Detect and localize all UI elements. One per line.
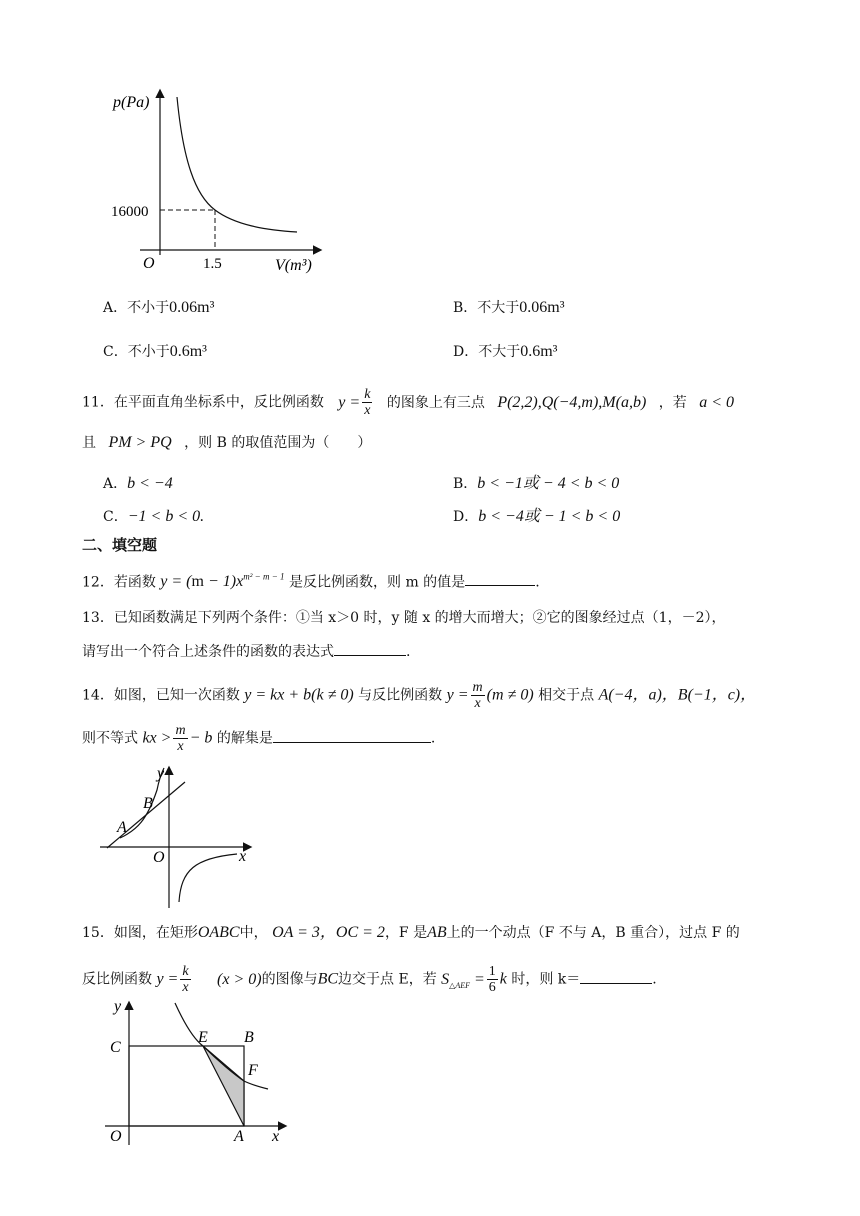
q11-option-d[interactable]: D．b < −4或 − 1 < b < 0 [453, 508, 621, 525]
q14-line1: 14．如图，已知一次函数 y = kx + b(k ≠ 0) 与反比例函数 y = $\frac{m}{x}$ (m ≠ 0) 相交于点 A(−4，a)，B(−1，c)， [82, 680, 757, 711]
q10-option-b[interactable]: B．不大于0.06m³ [453, 299, 565, 316]
label-f: F [248, 1062, 258, 1079]
label-b: B [244, 1029, 254, 1046]
origin-label: O [143, 255, 155, 272]
q10-option-c[interactable]: C．不小于0.6m³ [103, 343, 207, 360]
q12-line: 12．若函数 $y = (m - 1)x^{m^2 - m - 1}$ 是反比例函数，则 m 的值是 . [82, 572, 540, 591]
x-tick-label: 1.5 [203, 256, 222, 272]
triangle-aef [203, 1046, 244, 1126]
label-e: E [198, 1029, 208, 1046]
q10-option-c-value: 0.6m³ [169, 343, 207, 360]
y-tick-label: 16000 [111, 204, 149, 220]
q11-option-b[interactable]: B．b < −1或 − 4 < b < 0 [453, 475, 620, 492]
q14-line2: 则不等式 kx > $\frac{m}{x}$ − b 的解集是 . [82, 723, 436, 754]
q11-option-c[interactable]: C．−1 < b < 0. [103, 508, 205, 525]
label-x: x [272, 1128, 280, 1145]
pressure-volume-graph [95, 85, 345, 280]
label-a: A [117, 819, 127, 836]
q13-answer-blank[interactable] [334, 641, 406, 656]
label-y: y [114, 998, 122, 1015]
q11-line1: 11．在平面直角坐标系中，反比例函数 y = $\frac{k}{x}$ 的图象上有三点 P(2,2),Q(−4,m),M(a,b) ，若 a < 0 [82, 387, 734, 418]
q15-line2: 反比例函数 y = $\frac{k}{x}$ (x > 0)的图像与BC边交于点 E，若 $S_{\triangle AEF}$ = $\frac{1}{6}$ k 时，则 k＝ . [82, 964, 657, 995]
q11-cond2: PM > PQ [108, 434, 172, 451]
q15-graph [100, 995, 295, 1150]
q10-option-d-value: 0.6m³ [520, 343, 558, 360]
label-o: O [110, 1128, 122, 1145]
q10-option-a-value: 0.06m³ [169, 299, 215, 316]
y-axis-label: p(Pa) [113, 94, 150, 111]
label-a: A [234, 1128, 244, 1145]
q13-line1: 13．已知函数满足下列两个条件：①当 x＞0 时，y 随 x 的增大而增大；②它的图象经过点（1，－2）， [82, 610, 726, 626]
q11-option-a[interactable]: A．b < −4 [103, 475, 173, 492]
q10-option-a[interactable]: A．不小于0.06m³ [103, 299, 215, 316]
q14-point-b: B(−1，c)， [677, 686, 757, 704]
label-o: O [153, 849, 165, 866]
q14-graph [95, 760, 260, 910]
q10-option-d[interactable]: D．不大于0.6m³ [453, 343, 558, 360]
q11-cond1: a < 0 [699, 393, 734, 411]
q14-point-a: A(−4，a)， [598, 686, 678, 704]
q15-line1: 15．如图，在矩形OABC中， OA = 3，OC = 2，F 是AB上的一个动点（F 不与 A，B 重合），过点 F 的 [82, 924, 740, 941]
q14-answer-blank[interactable] [273, 728, 431, 743]
x-axis-label: V(m³) [275, 257, 312, 274]
q11-line2: 且 PM > PQ ，则 B 的取值范围为（ ） [82, 434, 372, 451]
section-title: 二、填空题 [82, 536, 158, 554]
label-b: B [143, 795, 153, 812]
q13-line2: 请写出一个符合上述条件的函数的表达式 . [82, 641, 410, 662]
inverse-curve [177, 97, 297, 232]
q11-points: P(2,2),Q(−4,m),M(a,b) [497, 393, 647, 411]
hyperbola-branch-right [179, 854, 237, 902]
q15-answer-blank[interactable] [580, 969, 652, 984]
q12-answer-blank[interactable] [465, 571, 535, 586]
label-x: x [239, 848, 247, 865]
label-c: C [110, 1039, 121, 1056]
label-y: y [157, 765, 165, 782]
q10-option-b-value: 0.06m³ [519, 299, 565, 316]
